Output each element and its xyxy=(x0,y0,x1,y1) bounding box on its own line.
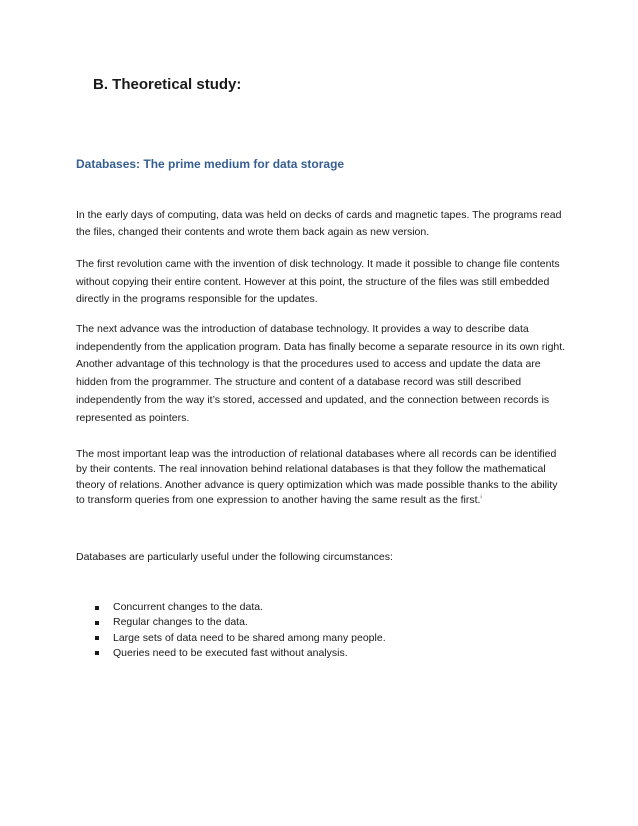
list-item-text: Large sets of data need to be shared among many people. xyxy=(113,631,386,644)
square-bullet-icon xyxy=(95,621,99,625)
paragraph-next-advance: The next advance was the introduction of database technology. It provides a way to describe data independently from the application program. Data has finally become a separate resource in its own right. Another advantage of this technology is that the procedures used to access and update the data are hidden from the programmer. The structure and content of a database record was still described independently from the way it’s stored, accessed and updated, and the connection between records is represented as pointers. xyxy=(76,323,566,424)
square-bullet-icon xyxy=(95,636,99,640)
subsection-title: Databases: The prime medium for data storage xyxy=(76,157,345,171)
list-item xyxy=(92,646,386,661)
paragraph-first-revolution: The first revolution came with the invention of disk technology. It made it possible to change file contents without copying their entire content. However at this point, the structure of the files was still embedded directly in the programs responsible for the updates. xyxy=(76,258,560,305)
square-bullet-icon xyxy=(95,651,99,655)
paragraph-relational-leap xyxy=(76,447,566,508)
list-item xyxy=(92,600,386,615)
list-item xyxy=(92,615,386,630)
paragraph-early-days: In the early days of computing, data was held on decks of cards and magnetic tapes. The programs read the files, changed their contents and wrote them back again as new version. xyxy=(76,209,562,238)
circumstances-list xyxy=(92,600,386,661)
paragraph-circumstances-intro: Databases are particularly useful under the following circumstances: xyxy=(76,551,393,563)
square-bullet-icon xyxy=(95,606,99,610)
footnote-marker[interactable]: i xyxy=(480,494,482,501)
list-item-text: Queries need to be executed fast without analysis. xyxy=(113,646,348,659)
list-item-text: Regular changes to the data. xyxy=(113,616,248,629)
paragraph-relational-text: The most important leap was the introduction of relational databases where all records can be identified by their contents. The real innovation behind relational databases is that they follow the mathematical theory of relations. Another advance is query optimization which was made possible thanks to the ability to transform queries from one expression to another having the same result as the first. xyxy=(76,448,558,506)
list-item-text: Concurrent changes to the data. xyxy=(113,601,264,613)
list-item xyxy=(92,631,386,646)
section-heading: B. Theoretical study: xyxy=(93,76,242,93)
